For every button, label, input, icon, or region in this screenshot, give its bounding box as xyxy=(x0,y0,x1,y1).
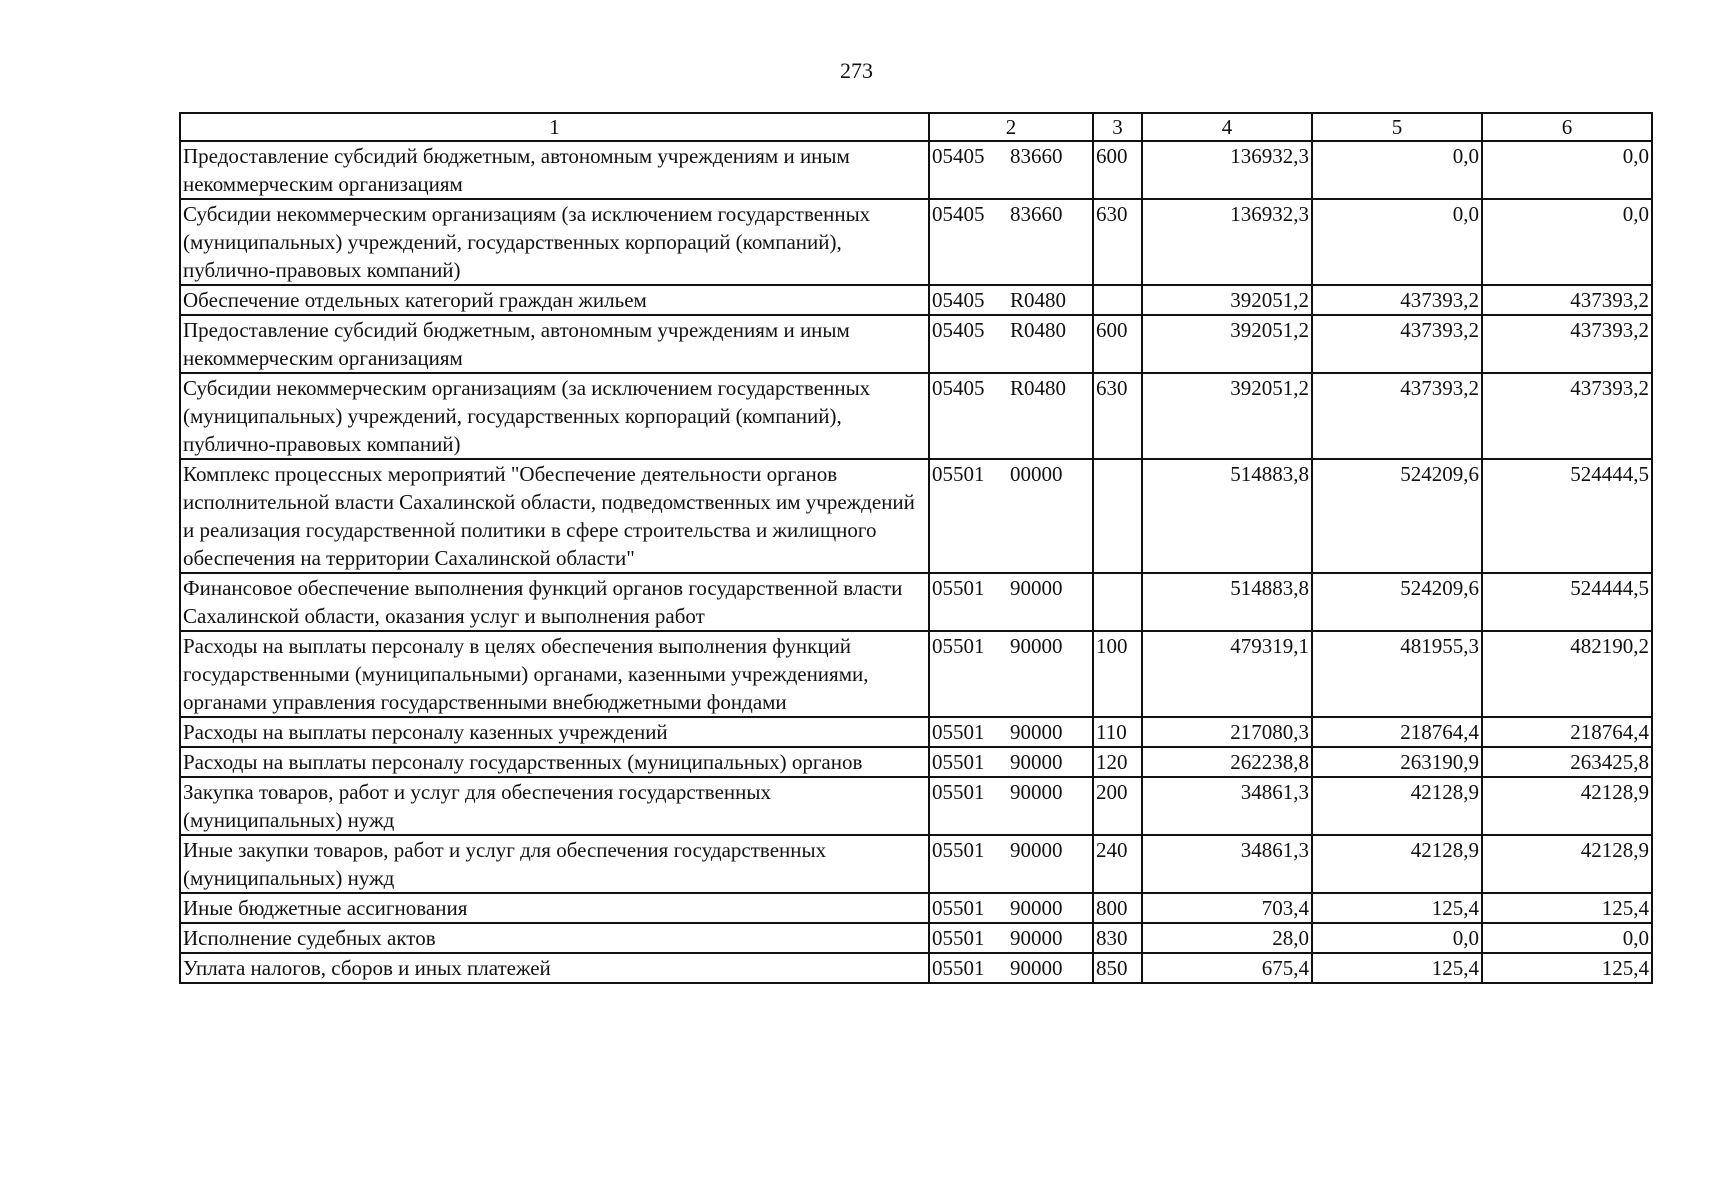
row-code-program: 05501 xyxy=(932,956,985,980)
table-row xyxy=(180,373,1652,459)
row-code-direction: 90000 xyxy=(1010,926,1063,950)
row-value-4: 217080,3 xyxy=(1142,717,1312,747)
row-code-program: 05501 xyxy=(932,576,985,600)
row-code-direction: 90000 xyxy=(1010,634,1063,658)
table-row xyxy=(180,953,1652,983)
row-name: Иные закупки товаров, работ и услуг для обеспечения государственных (муниципальных) нужд xyxy=(180,835,929,893)
row-code xyxy=(929,747,1093,777)
row-expense-type: 800 xyxy=(1093,893,1142,923)
table-row xyxy=(180,893,1652,923)
row-value-4: 28,0 xyxy=(1142,923,1312,953)
header-col-1: 1 xyxy=(180,113,929,141)
row-code-direction: 00000 xyxy=(1010,462,1063,486)
row-value-4: 514883,8 xyxy=(1142,573,1312,631)
row-code xyxy=(929,141,1093,199)
row-name: Иные бюджетные ассигнования xyxy=(180,893,929,923)
row-value-6: 0,0 xyxy=(1482,199,1652,285)
row-code-program: 05501 xyxy=(932,720,985,744)
row-code-program: 05405 xyxy=(932,144,985,168)
row-expense-type: 630 xyxy=(1093,373,1142,459)
row-expense-type: 240 xyxy=(1093,835,1142,893)
table-row xyxy=(180,199,1652,285)
row-value-5: 524209,6 xyxy=(1312,459,1482,573)
row-value-5: 125,4 xyxy=(1312,953,1482,983)
row-expense-type: 830 xyxy=(1093,923,1142,953)
row-code xyxy=(929,777,1093,835)
row-code xyxy=(929,373,1093,459)
table-row xyxy=(180,141,1652,199)
row-name: Закупка товаров, работ и услуг для обеспечения государственных (муниципальных) нужд xyxy=(180,777,929,835)
row-code xyxy=(929,953,1093,983)
row-code xyxy=(929,573,1093,631)
budget-table xyxy=(179,112,1653,984)
header-col-4: 4 xyxy=(1142,113,1312,141)
row-code-direction: 83660 xyxy=(1010,202,1063,226)
row-expense-type: 200 xyxy=(1093,777,1142,835)
row-value-5: 437393,2 xyxy=(1312,315,1482,373)
row-code xyxy=(929,459,1093,573)
row-expense-type: 100 xyxy=(1093,631,1142,717)
row-value-6: 42128,9 xyxy=(1482,835,1652,893)
row-expense-type: 630 xyxy=(1093,199,1142,285)
row-value-5: 125,4 xyxy=(1312,893,1482,923)
row-value-5: 263190,9 xyxy=(1312,747,1482,777)
row-code-direction: R0480 xyxy=(1010,376,1067,400)
row-value-5: 481955,3 xyxy=(1312,631,1482,717)
row-value-4: 136932,3 xyxy=(1142,199,1312,285)
row-value-4: 34861,3 xyxy=(1142,835,1312,893)
table-body xyxy=(180,141,1652,983)
row-expense-type xyxy=(1093,459,1142,573)
row-code-program: 05501 xyxy=(932,750,985,774)
row-code-program: 05501 xyxy=(932,838,985,862)
row-value-4: 392051,2 xyxy=(1142,315,1312,373)
table-header xyxy=(180,113,1652,141)
row-value-6: 218764,4 xyxy=(1482,717,1652,747)
row-value-6: 437393,2 xyxy=(1482,285,1652,315)
row-value-5: 0,0 xyxy=(1312,923,1482,953)
row-value-6: 0,0 xyxy=(1482,923,1652,953)
row-expense-type: 600 xyxy=(1093,315,1142,373)
row-name: Предоставление субсидий бюджетным, автономным учреждениям и иным некоммерческим организациям xyxy=(180,315,929,373)
header-col-6: 6 xyxy=(1482,113,1652,141)
row-expense-type xyxy=(1093,573,1142,631)
row-code-direction: 90000 xyxy=(1010,720,1063,744)
row-code xyxy=(929,893,1093,923)
table-row xyxy=(180,747,1652,777)
row-value-5: 0,0 xyxy=(1312,141,1482,199)
row-code-program: 05501 xyxy=(932,896,985,920)
row-value-6: 437393,2 xyxy=(1482,315,1652,373)
table-row xyxy=(180,777,1652,835)
row-code xyxy=(929,631,1093,717)
row-name: Субсидии некоммерческим организациям (за исключением государственных (муниципальных) учреждений, государственных корпораций (компаний), публично-правовых компаний) xyxy=(180,199,929,285)
row-code-program: 05501 xyxy=(932,780,985,804)
page-number: 273 xyxy=(840,58,873,83)
row-code xyxy=(929,717,1093,747)
row-value-6: 125,4 xyxy=(1482,953,1652,983)
table-row xyxy=(180,459,1652,573)
table-row xyxy=(180,923,1652,953)
row-code-direction: 90000 xyxy=(1010,576,1063,600)
row-value-6: 263425,8 xyxy=(1482,747,1652,777)
row-code-program: 05405 xyxy=(932,288,985,312)
row-value-6: 524444,5 xyxy=(1482,573,1652,631)
row-code-direction: 90000 xyxy=(1010,896,1063,920)
row-code xyxy=(929,315,1093,373)
row-code xyxy=(929,199,1093,285)
row-code-direction: R0480 xyxy=(1010,288,1067,312)
row-code-program: 05405 xyxy=(932,376,985,400)
row-value-6: 125,4 xyxy=(1482,893,1652,923)
row-code-program: 05405 xyxy=(932,318,985,342)
row-code-program: 05405 xyxy=(932,202,985,226)
row-code xyxy=(929,285,1093,315)
row-value-6: 437393,2 xyxy=(1482,373,1652,459)
row-name: Комплекс процессных мероприятий "Обеспечение деятельности органов исполнительной власти Сахалинской области, подведомственных им учреждений и реализация государственной политики в сфере строительства и жилищного обеспечения на территории Сахалинской области" xyxy=(180,459,929,573)
row-value-5: 42128,9 xyxy=(1312,777,1482,835)
table-row xyxy=(180,631,1652,717)
row-value-4: 479319,1 xyxy=(1142,631,1312,717)
row-value-5: 0,0 xyxy=(1312,199,1482,285)
row-value-4: 675,4 xyxy=(1142,953,1312,983)
row-code-direction: R0480 xyxy=(1010,318,1067,342)
row-name: Расходы на выплаты персоналу в целях обеспечения выполнения функций государственными (муниципальными) органами, казенными учреждениями, органами управления государственными внебюджетными фондами xyxy=(180,631,929,717)
row-value-4: 392051,2 xyxy=(1142,285,1312,315)
row-expense-type: 120 xyxy=(1093,747,1142,777)
row-value-4: 392051,2 xyxy=(1142,373,1312,459)
row-name: Предоставление субсидий бюджетным, автономным учреждениям и иным некоммерческим организациям xyxy=(180,141,929,199)
row-expense-type: 850 xyxy=(1093,953,1142,983)
row-code-program: 05501 xyxy=(932,634,985,658)
row-value-6: 524444,5 xyxy=(1482,459,1652,573)
row-expense-type: 600 xyxy=(1093,141,1142,199)
row-code-direction: 90000 xyxy=(1010,750,1063,774)
row-value-4: 514883,8 xyxy=(1142,459,1312,573)
header-row xyxy=(180,113,1652,141)
row-code-direction: 90000 xyxy=(1010,956,1063,980)
row-value-4: 703,4 xyxy=(1142,893,1312,923)
row-name: Обеспечение отдельных категорий граждан жильем xyxy=(180,285,929,315)
row-code xyxy=(929,923,1093,953)
header-col-3: 3 xyxy=(1093,113,1142,141)
row-value-5: 524209,6 xyxy=(1312,573,1482,631)
row-value-6: 0,0 xyxy=(1482,141,1652,199)
table-row xyxy=(180,285,1652,315)
row-expense-type xyxy=(1093,285,1142,315)
row-value-5: 437393,2 xyxy=(1312,373,1482,459)
row-name: Субсидии некоммерческим организациям (за исключением государственных (муниципальных) учреждений, государственных корпораций (компаний), публично-правовых компаний) xyxy=(180,373,929,459)
row-value-4: 262238,8 xyxy=(1142,747,1312,777)
row-name: Расходы на выплаты персоналу государственных (муниципальных) органов xyxy=(180,747,929,777)
row-code-direction: 90000 xyxy=(1010,780,1063,804)
row-value-5: 42128,9 xyxy=(1312,835,1482,893)
row-value-5: 218764,4 xyxy=(1312,717,1482,747)
table-row xyxy=(180,573,1652,631)
row-name: Уплата налогов, сборов и иных платежей xyxy=(180,953,929,983)
row-code-program: 05501 xyxy=(932,462,985,486)
row-name: Исполнение судебных актов xyxy=(180,923,929,953)
row-name: Финансовое обеспечение выполнения функций органов государственной власти Сахалинской области, оказания услуг и выполнения работ xyxy=(180,573,929,631)
header-col-2: 2 xyxy=(929,113,1093,141)
row-code-program: 05501 xyxy=(932,926,985,950)
row-value-4: 136932,3 xyxy=(1142,141,1312,199)
row-code xyxy=(929,835,1093,893)
row-value-5: 437393,2 xyxy=(1312,285,1482,315)
table-row xyxy=(180,315,1652,373)
row-code-direction: 90000 xyxy=(1010,838,1063,862)
row-value-6: 42128,9 xyxy=(1482,777,1652,835)
row-expense-type: 110 xyxy=(1093,717,1142,747)
table-row xyxy=(180,835,1652,893)
row-value-4: 34861,3 xyxy=(1142,777,1312,835)
row-code-direction: 83660 xyxy=(1010,144,1063,168)
row-value-6: 482190,2 xyxy=(1482,631,1652,717)
header-col-5: 5 xyxy=(1312,113,1482,141)
table-row xyxy=(180,717,1652,747)
row-name: Расходы на выплаты персоналу казенных учреждений xyxy=(180,717,929,747)
